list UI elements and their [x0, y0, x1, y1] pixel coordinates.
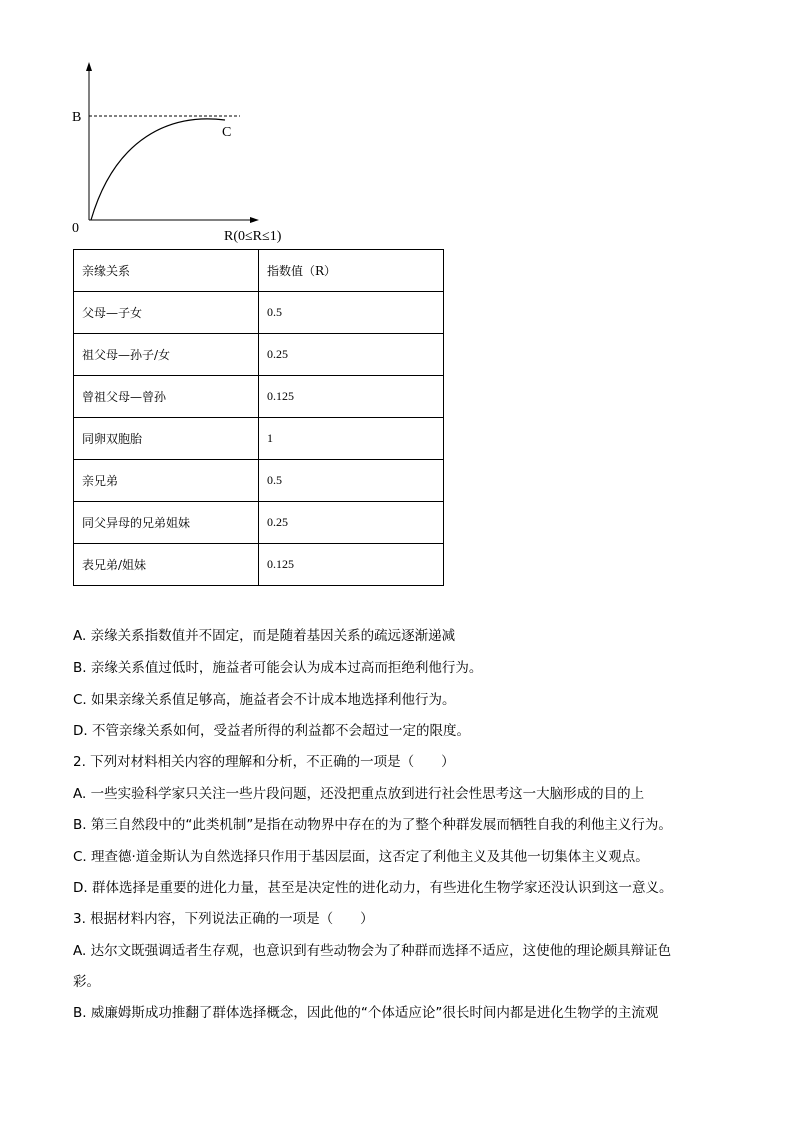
header-cell: 指数值（R） — [259, 250, 444, 292]
index-cell: 0.125 — [259, 544, 444, 586]
option-b-q2: B. 第三自然段中的“此类机制”是指在动物界中存在的为了整个种群发展而牺牲自我的利他主义行为。 — [73, 817, 672, 833]
option-a-q1: A. 亲缘关系指数值并不固定，而是随着基因关系的疏远逐渐递减 — [73, 628, 456, 644]
table-row — [74, 334, 444, 376]
table-row — [74, 292, 444, 334]
curve — [91, 119, 225, 220]
index-cell: 0.25 — [259, 334, 444, 376]
kinship-index-table — [73, 249, 444, 586]
table-row — [74, 376, 444, 418]
index-cell: 1 — [259, 418, 444, 460]
option-d-q2: D. 群体选择是重要的进化力量，甚至是决定性的进化动力，有些进化生物学家还没认识到这一意义。 — [73, 880, 673, 896]
option-a-q3: A. 达尔文既强调适者生存观，也意识到有些动物会为了种群而选择不适应，这使他的理论颇具辩证色 — [73, 943, 672, 959]
index-cell: 0.25 — [259, 502, 444, 544]
table-row — [74, 544, 444, 586]
kinship-curve-diagram — [60, 58, 320, 248]
relation-cell: 父母—子女 — [74, 292, 259, 334]
question-2: 2. 下列对材料相关内容的理解和分析，不正确的一项是（ ） — [73, 754, 455, 770]
relation-cell: 同卵双胞胎 — [74, 418, 259, 460]
relation-cell: 祖父母—孙子/女 — [74, 334, 259, 376]
x-axis-label: R(0≤R≤1) — [224, 229, 282, 244]
relation-cell: 同父异母的兄弟姐妹 — [74, 502, 259, 544]
x-axis-arrow-icon — [250, 217, 259, 223]
option-c-q1: C. 如果亲缘关系值足够高，施益者会不计成本地选择利他行为。 — [73, 692, 456, 708]
y-axis-arrow-icon — [86, 62, 92, 71]
table-row — [74, 460, 444, 502]
relation-cell: 曾祖父母—曾孙 — [74, 376, 259, 418]
index-cell: 0.5 — [259, 292, 444, 334]
option-d-q1: D. 不管亲缘关系如何，受益者所得的利益都不会超过一定的限度。 — [73, 723, 470, 739]
header-cell: 亲缘关系 — [74, 250, 259, 292]
option-a-q3-continued: 彩。 — [73, 974, 100, 990]
option-b-q3: B. 威廉姆斯成功推翻了群体选择概念，因此他的“个体适应论”很长时间内都是进化生物学的主流观 — [73, 1005, 659, 1021]
table-header-row — [74, 250, 444, 292]
option-b-q1: B. 亲缘关系值过低时，施益者可能会认为成本过高而拒绝利他行为。 — [73, 660, 483, 676]
relation-cell: 表兄弟/姐妹 — [74, 544, 259, 586]
option-c-q2: C. 理查德·道金斯认为自然选择只作用于基因层面，这否定了利他主义及其他一切集体主义观点。 — [73, 849, 649, 865]
origin-label: 0 — [72, 221, 79, 236]
table-row — [74, 418, 444, 460]
option-a-q2: A. 一些实验科学家只关注一些片段问题，还没把重点放到进行社会性思考这一大脑形成的目的上 — [73, 786, 645, 802]
index-cell: 0.5 — [259, 460, 444, 502]
index-cell: 0.125 — [259, 376, 444, 418]
b-label: B — [72, 110, 82, 125]
question-3: 3. 根据材料内容，下列说法正确的一项是（ ） — [73, 911, 374, 927]
c-label: C — [222, 125, 232, 140]
table-row — [74, 502, 444, 544]
relation-cell: 亲兄弟 — [74, 460, 259, 502]
